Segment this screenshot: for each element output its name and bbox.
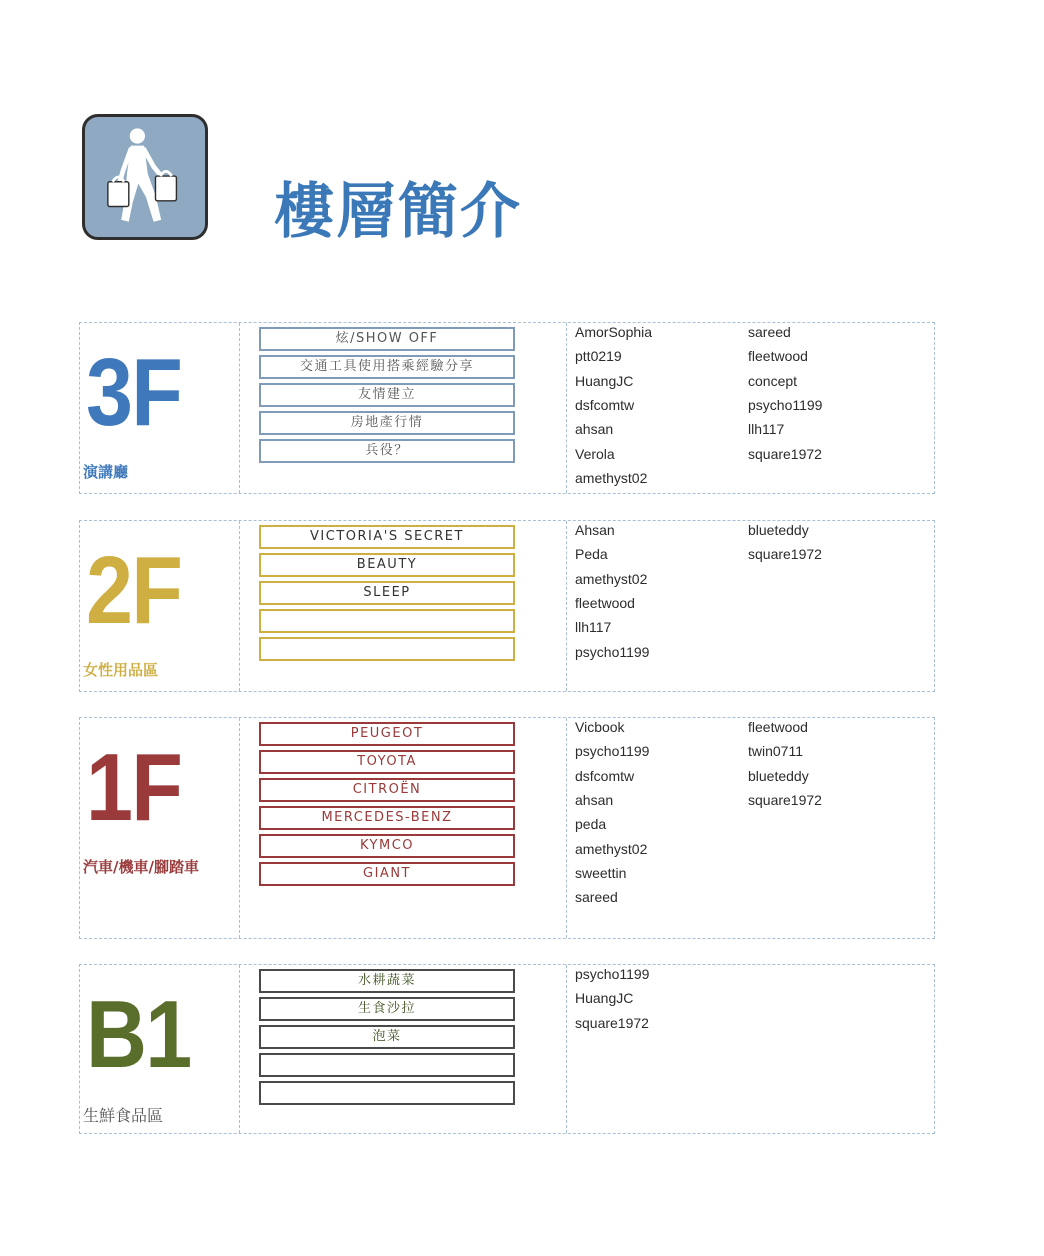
member-name: ptt0219 bbox=[575, 348, 622, 365]
category-box[interactable]: MERCEDES-BENZ bbox=[259, 806, 515, 830]
member-name: amethyst02 bbox=[575, 840, 648, 857]
category-column bbox=[239, 718, 567, 938]
floor-name: 演講廳 bbox=[83, 463, 129, 481]
member-name: blueteddy bbox=[748, 522, 809, 538]
floor-code: 2F bbox=[86, 537, 182, 644]
member-name: AmorSophia bbox=[575, 324, 653, 340]
member-list bbox=[566, 718, 934, 938]
floor-section-b1 bbox=[79, 964, 935, 1134]
member-name: square1972 bbox=[748, 546, 822, 563]
floor-name: 生鮮食品區 bbox=[83, 1106, 164, 1125]
member-list bbox=[566, 965, 934, 1133]
category-box[interactable]: CITROËN bbox=[259, 778, 515, 802]
category-box[interactable]: 水耕蔬菜 bbox=[259, 969, 515, 993]
floor-name: 汽車/機車/腳踏車 bbox=[83, 858, 199, 876]
category-box[interactable]: KYMCO bbox=[259, 834, 515, 858]
member-name: Peda bbox=[575, 546, 608, 563]
category-box[interactable]: 生食沙拉 bbox=[259, 997, 515, 1021]
category-box[interactable]: 炫/SHOW OFF bbox=[259, 327, 515, 351]
category-box[interactable]: SLEEP bbox=[259, 581, 515, 605]
category-box[interactable]: VICTORIA'S SECRET bbox=[259, 525, 515, 549]
member-name: llh117 bbox=[575, 619, 612, 636]
member-name: sareed bbox=[748, 324, 791, 340]
member-name: HuangJC bbox=[575, 372, 634, 389]
category-box[interactable] bbox=[259, 637, 515, 661]
category-box[interactable]: PEUGEOT bbox=[259, 722, 515, 746]
category-column bbox=[239, 965, 567, 1133]
member-name: dsfcomtw bbox=[575, 396, 635, 413]
page-title: 樓層簡介 bbox=[274, 177, 522, 247]
member-name: psycho1199 bbox=[575, 643, 650, 660]
floor-section-3f bbox=[79, 322, 935, 494]
category-box[interactable]: TOYOTA bbox=[259, 750, 515, 774]
category-box[interactable] bbox=[259, 1081, 515, 1105]
floor-code: 3F bbox=[86, 339, 182, 446]
category-box[interactable]: BEAUTY bbox=[259, 553, 515, 577]
floor-label-column bbox=[80, 718, 240, 938]
category-box[interactable]: 房地產行情 bbox=[259, 411, 515, 435]
member-name: twin0711 bbox=[748, 743, 804, 760]
floor-code: B1 bbox=[86, 981, 191, 1088]
category-box[interactable]: 泡菜 bbox=[259, 1025, 515, 1049]
member-name: fleetwood bbox=[748, 719, 808, 735]
floor-section-1f bbox=[79, 717, 935, 939]
floor-label-column bbox=[80, 521, 240, 691]
member-name: psycho1199 bbox=[575, 966, 650, 982]
category-column bbox=[239, 521, 567, 691]
member-name: amethyst02 bbox=[575, 469, 648, 486]
member-name: Verola bbox=[575, 445, 615, 462]
member-name: Ahsan bbox=[575, 522, 615, 538]
member-name: fleetwood bbox=[748, 348, 808, 365]
shopper-with-bags-icon bbox=[82, 114, 208, 240]
member-name: psycho1199 bbox=[748, 396, 823, 413]
floor-section-2f bbox=[79, 520, 935, 692]
member-name: HuangJC bbox=[575, 990, 634, 1007]
member-name: llh117 bbox=[748, 421, 785, 438]
member-name: square1972 bbox=[575, 1014, 649, 1031]
member-name: amethyst02 bbox=[575, 570, 648, 587]
member-name: peda bbox=[575, 816, 607, 833]
member-name: dsfcomtw bbox=[575, 767, 635, 784]
member-name: psycho1199 bbox=[575, 743, 650, 760]
floor-label-column bbox=[80, 323, 240, 493]
member-name: Vicbook bbox=[575, 719, 625, 735]
category-box[interactable]: 友情建立 bbox=[259, 383, 515, 407]
member-name: sareed bbox=[575, 889, 618, 906]
member-name: ahsan bbox=[575, 791, 614, 808]
category-box[interactable] bbox=[259, 609, 515, 633]
member-name: ahsan bbox=[575, 421, 614, 438]
member-name: square1972 bbox=[748, 791, 822, 808]
floor-code: 1F bbox=[86, 734, 182, 841]
member-name: blueteddy bbox=[748, 767, 809, 784]
category-column bbox=[239, 323, 567, 493]
member-name: concept bbox=[748, 372, 798, 389]
member-list bbox=[566, 323, 934, 493]
member-name: fleetwood bbox=[575, 594, 635, 611]
category-box[interactable] bbox=[259, 1053, 515, 1077]
member-name: square1972 bbox=[748, 445, 822, 462]
member-list bbox=[566, 521, 934, 691]
floor-label-column bbox=[80, 965, 240, 1133]
floor-name: 女性用品區 bbox=[83, 661, 159, 679]
category-box[interactable]: 交通工具使用搭乘經驗分享 bbox=[259, 355, 515, 379]
category-box[interactable]: 兵役？ bbox=[259, 439, 515, 463]
member-name: sweettin bbox=[575, 864, 627, 881]
category-box[interactable]: GIANT bbox=[259, 862, 515, 886]
